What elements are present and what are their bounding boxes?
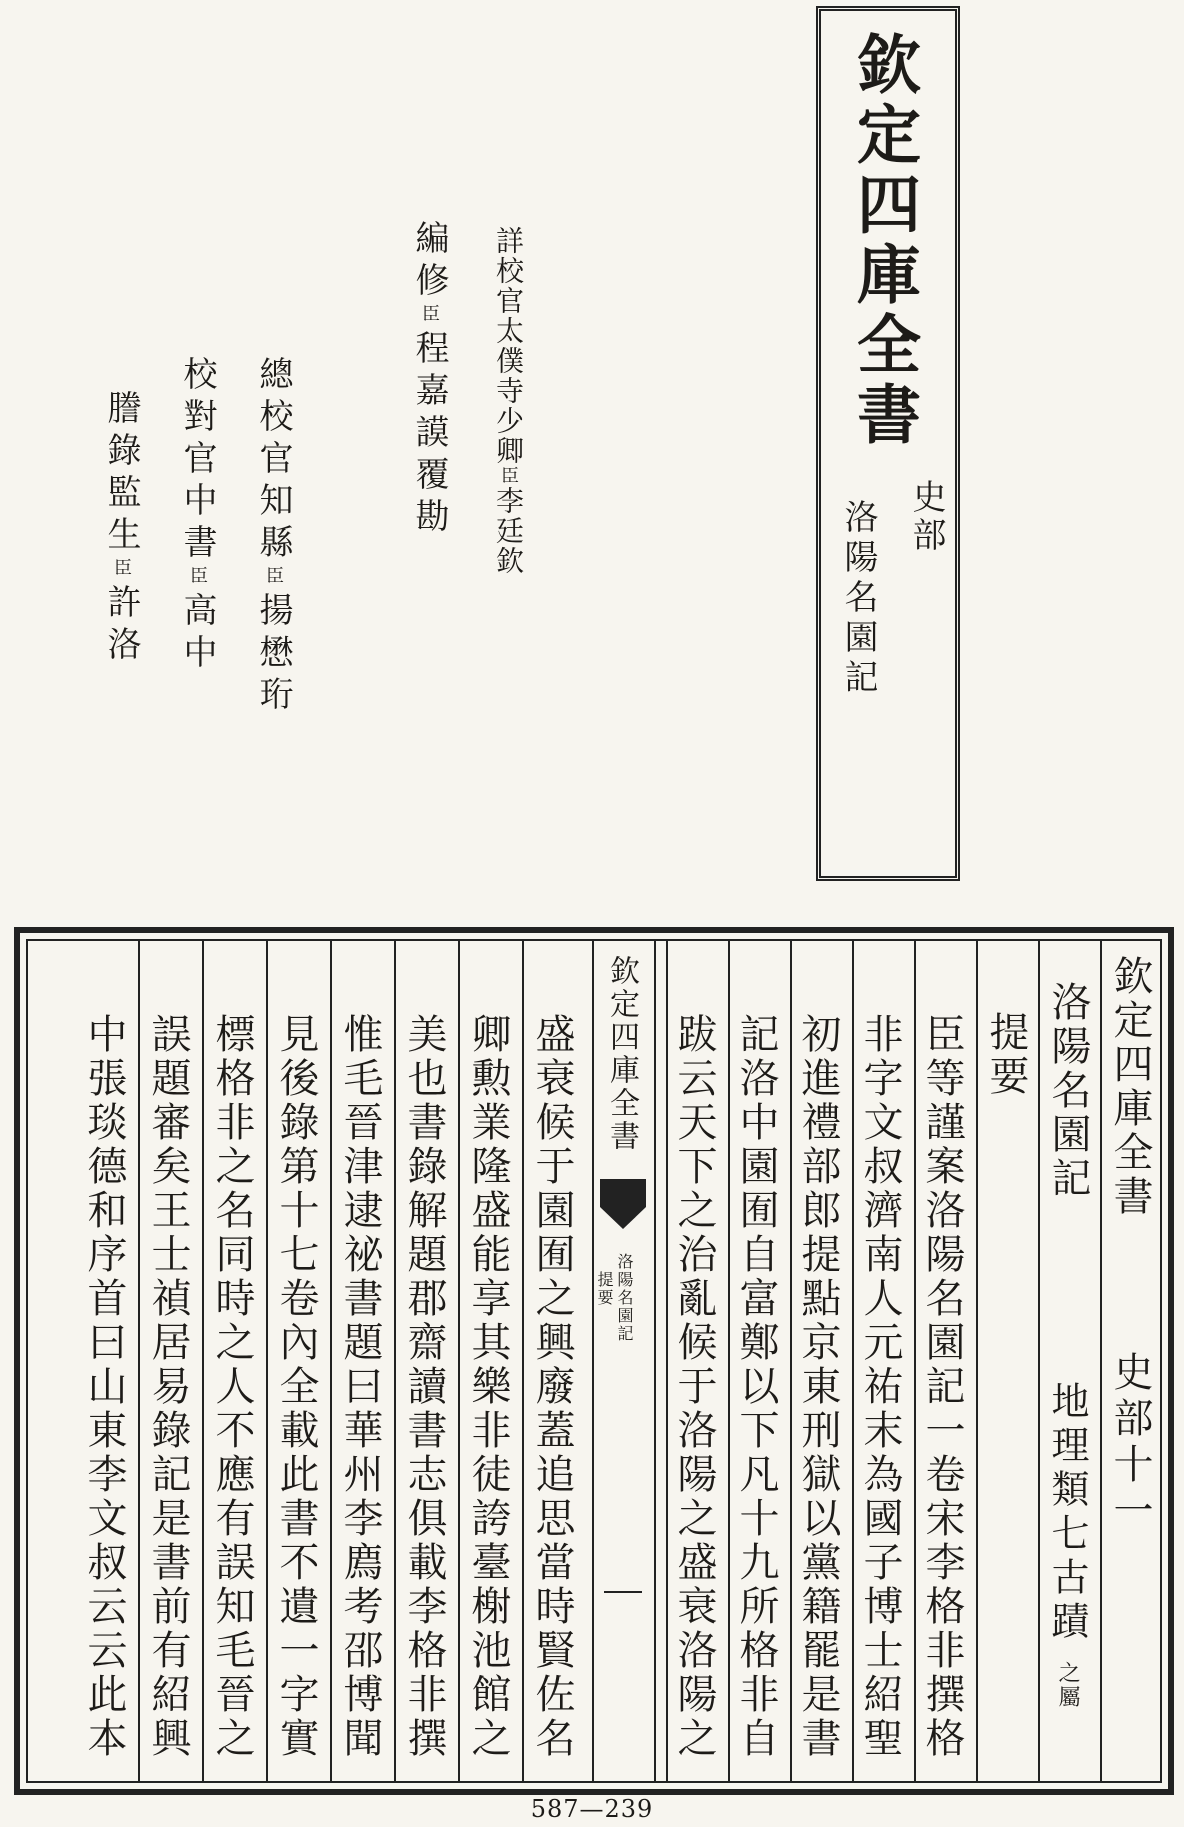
staff-col4-chen: 臣 xyxy=(187,566,208,592)
body-line: 惟毛晉津逮祕書題曰華州李廌考邵博聞 xyxy=(337,1013,383,1761)
staff-col2-title: 編修 xyxy=(409,220,449,304)
body-line: 臣等謹案洛陽名園記一卷宋李格非撰格 xyxy=(919,1013,965,1761)
page-inner-frame xyxy=(26,939,1162,1783)
staff-col5-title: 謄錄監生 xyxy=(101,390,141,558)
page-header-title: 欽定四庫全書 xyxy=(1107,955,1153,1219)
fishtail-mark xyxy=(600,1179,646,1207)
page-category-note: 之屬 xyxy=(1055,1661,1080,1709)
center-strip xyxy=(592,941,656,1781)
book-title: 洛陽名園記 xyxy=(838,499,878,699)
column-divider xyxy=(1100,941,1102,1781)
tiyao-heading: 提要 xyxy=(983,1011,1029,1099)
strip-title: 欽定四庫全書 xyxy=(604,955,639,1153)
body-line: 見後錄第十七卷內全載此書不遺一字實 xyxy=(273,1013,319,1761)
staff-col2 xyxy=(409,220,449,540)
page-book-title: 洛陽名園記 xyxy=(1045,981,1091,1201)
page-category: 地理類七古蹟 xyxy=(1045,1381,1089,1645)
body-line: 初進禮部郎提點京東刑獄以黨籍罷是書 xyxy=(795,1013,841,1761)
staff-col2-name: 程嘉謨覆勘 xyxy=(409,330,449,540)
body-line: 跋云天下之治亂候于洛陽之盛衰洛陽之 xyxy=(671,1013,717,1761)
column-divider xyxy=(522,941,524,1781)
body-line: 非字文叔濟南人元祐末為國子博士紹聖 xyxy=(857,1013,903,1761)
staff-col3-name: 揚懋珩 xyxy=(253,592,293,718)
column-divider xyxy=(138,941,140,1781)
page-number: 587—239 xyxy=(530,1795,654,1823)
staff-col2-chen: 臣 xyxy=(419,304,440,330)
column-divider xyxy=(394,941,396,1781)
body-line: 中張琰德和序首曰山東李文叔云云此本 xyxy=(81,1013,127,1761)
column-divider xyxy=(666,941,668,1781)
column-divider xyxy=(728,941,730,1781)
staff-col4-title: 校對官中書 xyxy=(177,356,217,566)
body-line: 標格非之名同時之人不應有誤知毛晉之 xyxy=(209,1013,255,1761)
column-divider xyxy=(914,941,916,1781)
staff-col4 xyxy=(177,356,217,676)
staff-col1-chen: 臣 xyxy=(498,466,519,486)
staff-col5-chen: 臣 xyxy=(111,558,132,584)
body-line: 美也書錄解題郡齋讀書志俱載李格非撰 xyxy=(401,1013,447,1761)
staff-col1-title: 詳校官太僕寺少卿 xyxy=(492,226,525,466)
column-divider xyxy=(266,941,268,1781)
staff-col1-name: 李廷欽 xyxy=(492,486,525,576)
collection-title: 欽定四庫全書 xyxy=(846,31,921,451)
body-line: 誤題審矣王士禎居易錄記是書前有紹興 xyxy=(145,1013,191,1761)
column-divider xyxy=(1038,941,1040,1781)
column-divider xyxy=(202,941,204,1781)
column-divider xyxy=(458,941,460,1781)
staff-col1 xyxy=(492,226,525,576)
staff-col4-name: 高中 xyxy=(177,592,217,676)
strip-section: 提要 xyxy=(595,1271,614,1307)
body-line: 記洛中園囿自富鄭以下凡十九所格非自 xyxy=(733,1013,779,1761)
column-divider xyxy=(976,941,978,1781)
staff-col5-name: 許洛 xyxy=(101,584,141,668)
strip-page-mark xyxy=(604,1591,642,1593)
column-divider xyxy=(330,941,332,1781)
body-line: 盛衰候于園囿之興廢蓋追思當時賢佐名 xyxy=(529,1013,575,1761)
staff-col3 xyxy=(253,356,293,718)
title-slip xyxy=(816,6,960,881)
column-divider xyxy=(852,941,854,1781)
page-frame xyxy=(14,927,1174,1795)
section-label: 史部 xyxy=(906,479,946,555)
strip-book-title: 洛陽名園記 xyxy=(615,1253,634,1343)
fishtail-notch xyxy=(600,1207,646,1229)
column-divider xyxy=(790,941,792,1781)
staff-col5 xyxy=(101,390,141,668)
body-line: 卿勲業隆盛能享其樂非徒誇臺榭池館之 xyxy=(465,1013,511,1761)
staff-col3-title: 總校官知縣 xyxy=(253,356,293,566)
staff-col3-chen: 臣 xyxy=(263,566,284,592)
page-header-section: 史部十一 xyxy=(1107,1351,1153,1535)
